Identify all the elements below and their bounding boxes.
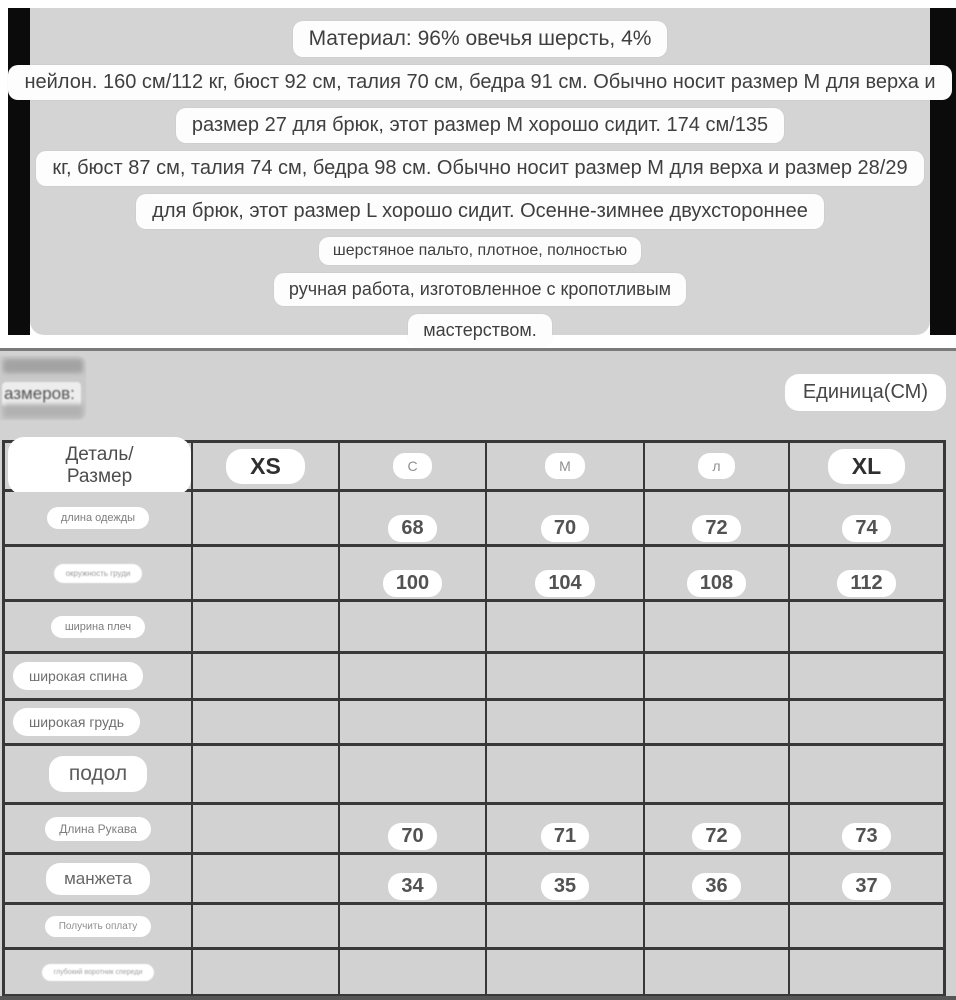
size-value-cell (645, 654, 788, 698)
size-value-cell (790, 602, 943, 651)
size-value: 74 (842, 515, 890, 542)
row-label-cell (5, 855, 191, 902)
header-label: С (393, 453, 431, 479)
row-label-cell (5, 805, 191, 852)
header-cell-detail (5, 443, 191, 489)
blur-smudge (3, 359, 83, 373)
header-label: XS (226, 449, 305, 484)
size-value-cell (645, 547, 788, 599)
size-value: 37 (842, 873, 890, 900)
size-value-cell (340, 805, 485, 852)
size-value-cell (487, 547, 643, 599)
row-label: ширина плеч (51, 616, 145, 638)
size-value-cell (193, 602, 338, 651)
size-value-cell (193, 855, 338, 902)
size-value-cell (645, 746, 788, 802)
chat-bubble: для брюк, этот размер L хорошо сидит. Осенне-зимнее двухстороннее (136, 194, 824, 229)
row-label: подол (49, 756, 147, 792)
size-value-cell (645, 805, 788, 852)
size-value-cell (645, 950, 788, 994)
chat-bubble: Материал: 96% овечья шерсть, 4% (293, 21, 668, 57)
size-value-cell (340, 492, 485, 544)
row-label: окружность груди (54, 564, 143, 583)
size-value-cell (487, 746, 643, 802)
size-value: 73 (842, 823, 890, 850)
size-value: 34 (388, 873, 436, 900)
size-value-cell (790, 746, 943, 802)
size-value-cell (790, 805, 943, 852)
size-value-cell (193, 746, 338, 802)
size-value-cell (790, 950, 943, 994)
size-value-cell (645, 855, 788, 902)
unit-badge: Единица(СМ) (785, 374, 946, 411)
size-chart-section (0, 351, 956, 1000)
size-value: 35 (541, 873, 589, 900)
row-label: широкая спина (13, 662, 143, 690)
header-label: XL (828, 449, 905, 484)
size-table (2, 440, 946, 997)
size-value-cell (340, 855, 485, 902)
row-label-cell (5, 701, 191, 743)
size-value-cell (340, 950, 485, 994)
size-value-cell (487, 654, 643, 698)
header-label: л (698, 453, 734, 479)
size-value: 70 (541, 515, 589, 542)
size-chart-caption: азмеров: (2, 382, 81, 407)
row-label: Получить оплату (45, 916, 152, 937)
size-value-cell (340, 602, 485, 651)
size-value-cell (193, 950, 338, 994)
size-value-cell (193, 492, 338, 544)
row-label: Длина Рукава (45, 817, 151, 841)
size-value-cell (193, 654, 338, 698)
header-label: М (545, 453, 585, 479)
size-value-cell (487, 701, 643, 743)
size-value-cell (790, 855, 943, 902)
size-value-cell (790, 547, 943, 599)
header-cell-xs (193, 443, 338, 489)
size-value-cell (790, 654, 943, 698)
size-value-cell (487, 602, 643, 651)
size-value-cell (645, 905, 788, 947)
header-cell-s (340, 443, 485, 489)
size-value-cell (193, 805, 338, 852)
chat-bubble: шерстяное пальто, плотное, полностью (319, 237, 641, 265)
size-value-cell (340, 701, 485, 743)
size-value-cell (193, 905, 338, 947)
size-value-cell (487, 905, 643, 947)
size-value-cell (193, 547, 338, 599)
size-value-cell (340, 905, 485, 947)
row-label-cell (5, 492, 191, 544)
size-value-cell (790, 701, 943, 743)
size-value: 68 (388, 515, 436, 542)
size-value-cell (193, 701, 338, 743)
row-label-cell (5, 654, 191, 698)
row-label: глубокий воротник спереди (42, 964, 155, 981)
size-chart-caption-blurred (0, 356, 86, 420)
size-value-cell (487, 950, 643, 994)
row-label-cell (5, 746, 191, 802)
size-value-cell (340, 547, 485, 599)
size-value-cell (487, 492, 643, 544)
size-value-cell (487, 855, 643, 902)
size-value: 72 (692, 823, 740, 850)
chat-bubble: ручная работа, изготовленное с кропотливым (274, 273, 686, 306)
row-label-cell (5, 950, 191, 994)
bottom-frame-bar (0, 996, 956, 1000)
size-value: 71 (541, 823, 589, 850)
size-value-cell (790, 905, 943, 947)
row-label: широкая грудь (13, 708, 140, 736)
size-value-cell (487, 805, 643, 852)
chat-bubble: нейлон. 160 см/112 кг, бюст 92 см, талия 70 см, бедра 91 см. Обычно носит размер М для верха и (8, 65, 951, 100)
row-label-cell (5, 602, 191, 651)
size-value: 112 (837, 570, 895, 597)
size-value: 108 (687, 570, 746, 597)
description-section (0, 8, 956, 340)
size-value: 72 (692, 515, 740, 542)
chat-bubble: мастерством. (408, 314, 551, 347)
right-frame-bar (930, 8, 956, 335)
size-value-cell (790, 492, 943, 544)
row-label: длина одежды (47, 507, 149, 529)
chat-bubble: кг, бюст 87 см, талия 74 см, бедра 98 см. Обычно носит размер М для верха и размер 28/29 (36, 151, 923, 186)
size-value-cell (645, 701, 788, 743)
size-value: 70 (388, 823, 436, 850)
header-label: Деталь/Размер (8, 437, 191, 495)
row-label-cell (5, 905, 191, 947)
size-value-cell (340, 654, 485, 698)
size-value: 100 (383, 570, 442, 597)
size-value: 104 (535, 570, 594, 597)
translated-text-area (24, 8, 936, 340)
blur-smudge (3, 404, 83, 418)
header-cell-xl (790, 443, 943, 489)
row-label: манжета (46, 863, 150, 895)
size-value-cell (340, 746, 485, 802)
row-label-cell (5, 547, 191, 599)
left-frame-bar (8, 8, 30, 335)
chat-bubble: размер 27 для брюк, этот размер М хорошо сидит. 174 см/135 (176, 108, 784, 143)
header-cell-m (487, 443, 643, 489)
size-value-cell (645, 492, 788, 544)
header-cell-l (645, 443, 788, 489)
size-value-cell (645, 602, 788, 651)
size-value: 36 (692, 873, 740, 900)
